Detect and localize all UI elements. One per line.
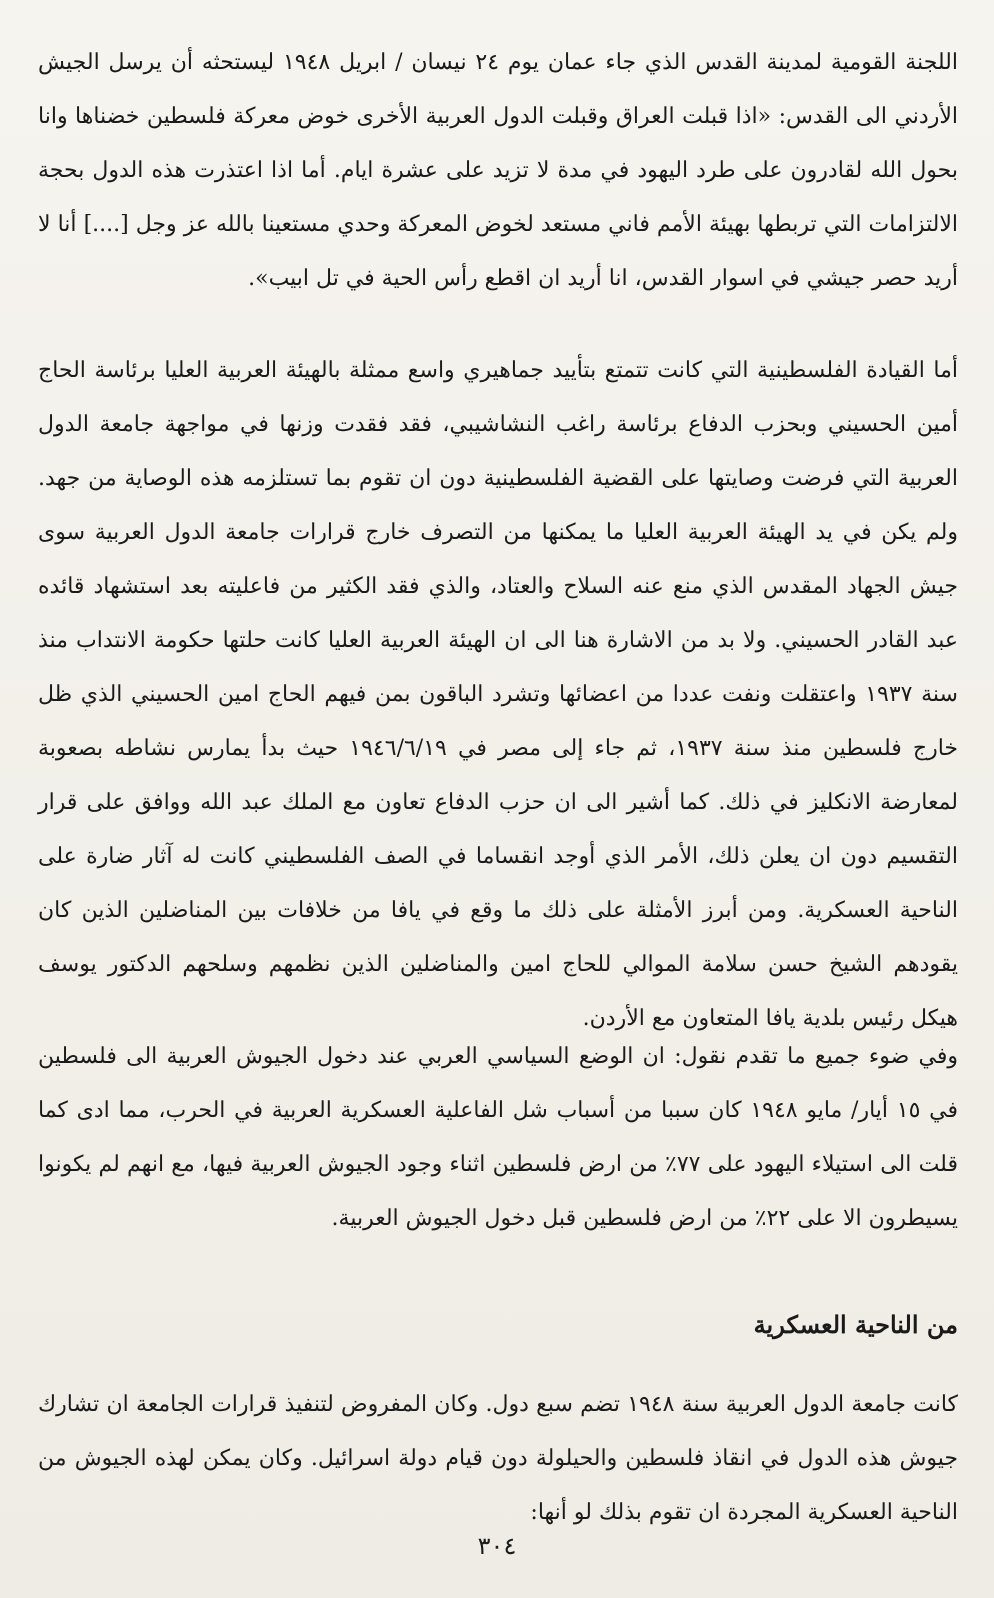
paragraph-4: كانت جامعة الدول العربية سنة ١٩٤٨ تضم سبع دول. وكان المفروض لتنفيذ قرارات الجامعة ان تشارك جيوش هذه الدول في انقاذ فلسطين والحيلولة دون قيام دولة اسرائيل. وكان يمكن لهذه الجيوش من الناحية العسكرية المجردة ان تقوم بذلك لو أنها:	[38, 1392, 958, 1525]
section-heading: من الناحية العسكرية	[753, 1310, 958, 1339]
paragraph-2: أما القيادة الفلسطينية التي كانت تتمتع بتأييد جماهيري واسع ممثلة بالهيئة العربية العليا برئاسة الحاج أمين الحسيني وبحزب الدفاع برئاسة راغب النشاشيبي، فقد فقدت وزنها في مواجهة جامعة الدول العربية التي فرضت وصايتها على القضية الفلسطينية دون ان تقوم بما تستلزمه هذه الوصاية من جهد. ولم يكن في يد الهيئة العربية العليا ما يمكنها من التصرف خارج قرارات جامعة الدول العربية سوى جيش الجهاد المقدس الذي منع عنه السلاح والعتاد، والذي فقد الكثير من فاعليته بعد استشهاد قائده عبد القادر الحسيني. ولا بد من الاشارة هنا الى ان الهيئة العربية العليا كانت حلتها حكومة الانتداب منذ سنة ١٩٣٧ واعتقلت ونفت عددا من اعضائها وتشرد الباقون بمن فيهم الحاج امين الحسيني الذي ظل خارج فلسطين منذ سنة ١٩٣٧، ثم جاء إلى مصر في ١٩٤٦/٦/١٩ حيث بدأ يمارس نشاطه بصعوبة لمعارضة الانكليز في ذلك. كما أشير الى ان حزب الدفاع تعاون مع الملك عبد الله ووافق على قرار التقسيم دون ان يعلن ذلك، الأمر الذي أوجد انقساما في الصف الفلسطيني كانت له آثار ضارة على الناحية العسكرية. ومن أبرز الأمثلة على ذلك ما وقع في يافا من خلافات بين المناضلين الذين كان يقودهم الشيخ حسن سلامة الموالي للحاج امين والمناضلين الذين نظمهم وسلحهم الدكتور يوسف هيكل رئيس بلدية يافا المتعاون مع الأردن.	[38, 358, 959, 1031]
page-number: ٣٠٤	[477, 1532, 517, 1560]
paragraph-3: وفي ضوء جميع ما تقدم نقول: ان الوضع السياسي العربي عند دخول الجيوش العربية الى فلسطين في ١٥ أيار/ مايو ١٩٤٨ كان سببا من أسباب شل الفاعلية العسكرية العربية في الحرب، مما ادى كما قلت الى استيلاء اليهود على ٧٧٪ من ارض فلسطين اثناء وجود الجيوش العربية فيها، مع انهم لم يكونوا يسيطرون الا على ٢٢٪ من ارض فلسطين قبل دخول الجيوش العربية.	[38, 1044, 959, 1231]
paragraph-1: اللجنة القومية لمدينة القدس الذي جاء عمان يوم ٢٤ نيسان / ابريل ١٩٤٨ ليستحثه أن يرسل الجيش الأردني الى القدس: «اذا قبلت العراق وقبلت الدول العربية الأخرى خوض معركة فلسطين خضناها وانا بحول الله لقادرون على طرد اليهود في مدة لا تزيد على عشرة ايام. أما اذا اعتذرت هذه الدول بحجة الالتزامات التي تربطها بهيئة الأمم فاني مستعد لخوض المعركة وحدي مستعينا بالله عز وجل [....] أنا لا أريد حصر جيشي في اسوار القدس، انا أريد ان اقطع رأس الحية في تل ابيب».	[38, 50, 958, 291]
